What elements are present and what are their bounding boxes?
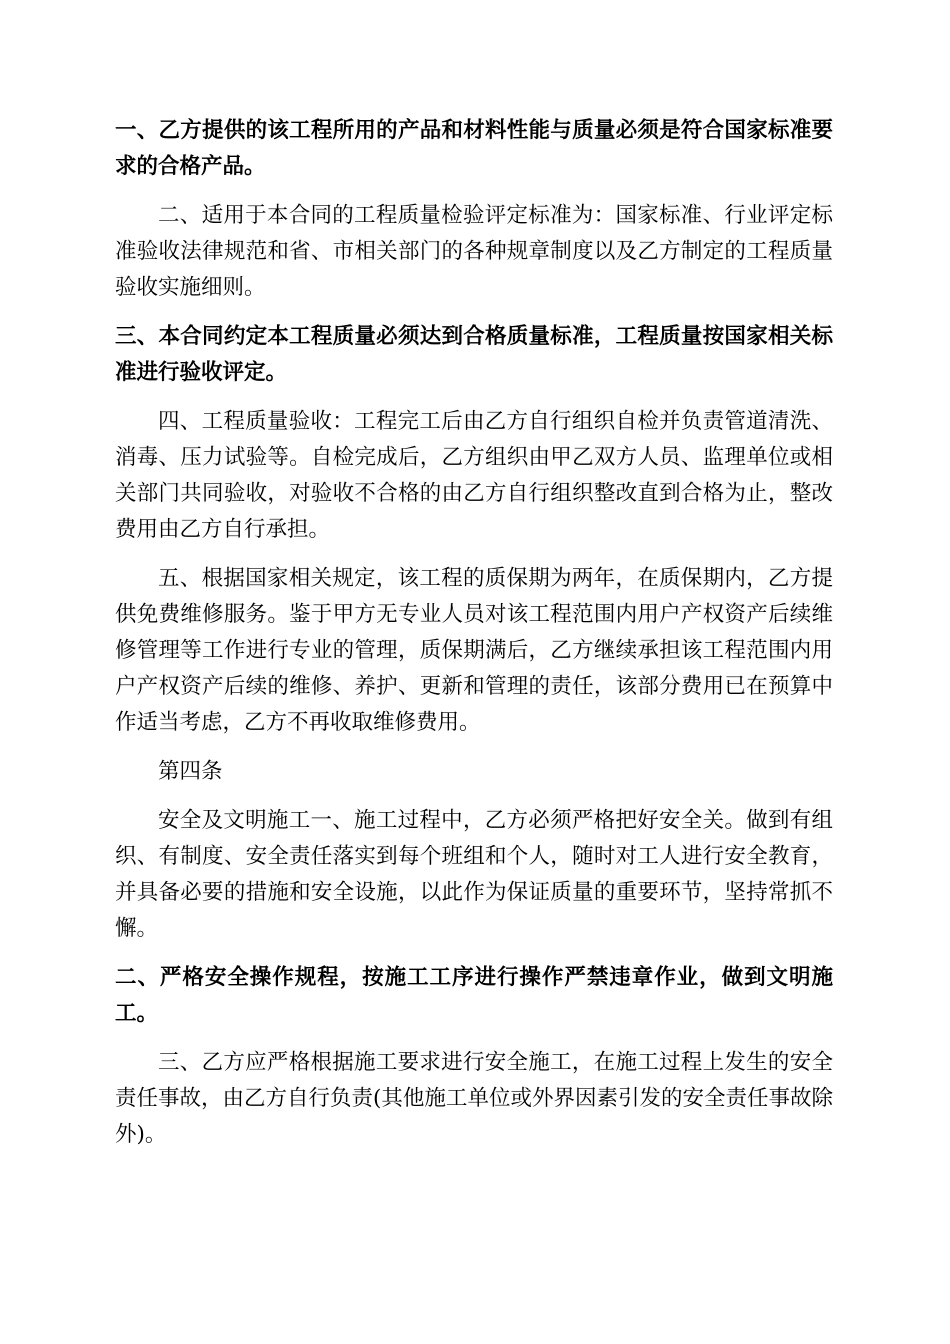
paragraph-spacer [115,790,833,803]
paragraph-spacer [115,185,833,198]
paragraph-clause-3: 三、本合同约定本工程质量必须达到合格质量标准，工程质量按国家相关标准进行验收评定。 [115,324,833,385]
article-heading: 第四条 [158,759,223,784]
paragraph-clause-4: 四、工程质量验收：工程完工后由乙方自行组织自检并负责管道清洗、消毒、压力试验等。自检完成后，乙方组织由甲乙双方人员、监理单位或相关部门共同验收，对验收不合格的由乙方自行组织整改直到合格为止，整改费用由乙方自行承担。 [115,409,833,542]
paragraph-spacer [115,306,833,319]
paragraph-spacer [115,1032,833,1045]
paragraph-spacer [115,947,833,960]
paragraph-safety-2: 二、严格安全操作规程，按施工工序进行操作严禁违章作业，做到文明施工。 [115,965,833,1026]
paragraph-spacer [115,548,833,561]
paragraph-clause-5: 五、根据国家相关规定，该工程的质保期为两年，在质保期内，乙方提供免费维修服务。鉴于甲方无专业人员对该工程范围内用户产权资产后续维修管理等工作进行专业的管理，质保期满后，乙方继续承担该工程范围内用户产权资产后续的维修、养护、更新和管理的责任，该部分费用已在预算中作适当考虑，乙方不再收取维修费用。 [115,566,833,735]
paragraph-spacer [115,741,833,754]
paragraph-safety-3: 三、乙方应严格根据施工要求进行安全施工，在施工过程上发生的安全责任事故，由乙方自行负责(其他施工单位或外界因素引发的安全责任事故除外)。 [115,1050,833,1147]
paragraph-spacer [115,391,833,404]
paragraph-clause-2: 二、适用于本合同的工程质量检验评定标准为：国家标准、行业评定标准验收法律规范和省、市相关部门的各种规章制度以及乙方制定的工程质量验收实施细则。 [115,203,833,300]
document-page [115,113,833,1153]
paragraph-safety-1: 安全及文明施工一、施工过程中，乙方必须严格把好安全关。做到有组织、有制度、安全责任落实到每个班组和个人，随时对工人进行安全教育，并具备必要的措施和安全设施，以此作为保证质量的重要环节，坚持常抓不懈。 [115,808,833,941]
paragraph-clause-1: 一、乙方提供的该工程所用的产品和材料性能与质量必须是符合国家标准要求的合格产品。 [115,118,833,179]
